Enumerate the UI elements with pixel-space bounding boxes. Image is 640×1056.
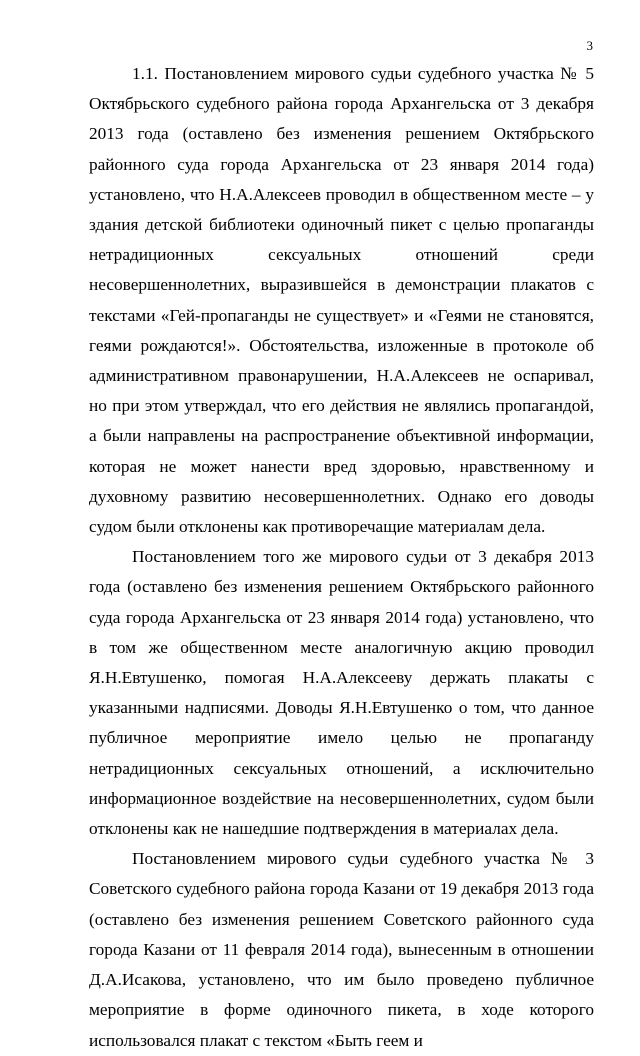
page-number: 3 bbox=[586, 38, 593, 53]
paragraph-evtushenko: Постановлением того же мирового судьи от 3 декабря 2013 года (оставлено без изменения решением Октябрьского районного суда города Архангельска от 23 января 2014 года) установлено, что в том же общественном месте аналогичную акцию проводил Я.Н.Евтушенко, помогая Н.А.Алексееву держать плакаты с указанными надписями. Доводы Я.Н.Евтушенко о том, что данное публичное мероприятие имело целью не пропаганду нетрадиционных сексуальных отношений, а исключительно информационное воздействие на несовершеннолетних, судом были отклонены как не нашедшие подтверждения в материалах дела. bbox=[89, 547, 594, 839]
paragraph-1-1-alekseev: 1.1. Постановлением мирового судьи судебного участка № 5 Октябрьского судебного района города Архангельска от 3 декабря 2013 года (оставлено без изменения решением Октябрьского районного суда города Архангельска от 23 января 2014 года) установлено, что Н.А.Алексеев проводил в общественном месте – у здания детской библиотеки одиночный пикет с целью пропаганды нетрадиционных сексуальных отношений среди несовершеннолетних, выразившейся в демонстрации плакатов с текстами «Гей-пропаганды не существует» и «Геями не становятся, геями рождаются!». Обстоятельства, изложенные в протоколе об административном правонарушении, Н.А.Алексеев не оспаривал, но при этом утверждал, что его действия не являлись пропагандой, а были направлены на распространение объективной информации, которая не может нанести вред здоровью, нравственному и духовному развитию несовершеннолетних. Однако его доводы судом были отклонены как противоречащие материалам дела. bbox=[89, 64, 594, 537]
paragraph-isakov: Постановлением мирового судьи судебного участка № 3 Советского судебного района города Казани от 19 декабря 2013 года (оставлено без изменения решением Советского районного суда города Казани от 11 февраля 2014 года), вынесенным в отношении Д.А.Исакова, установлено, что им было проведено публичное мероприятие в форме одиночного пикета, в ходе которого использовался плакат с текстом «Быть геем и bbox=[89, 849, 594, 1050]
document-body bbox=[89, 59, 594, 1056]
